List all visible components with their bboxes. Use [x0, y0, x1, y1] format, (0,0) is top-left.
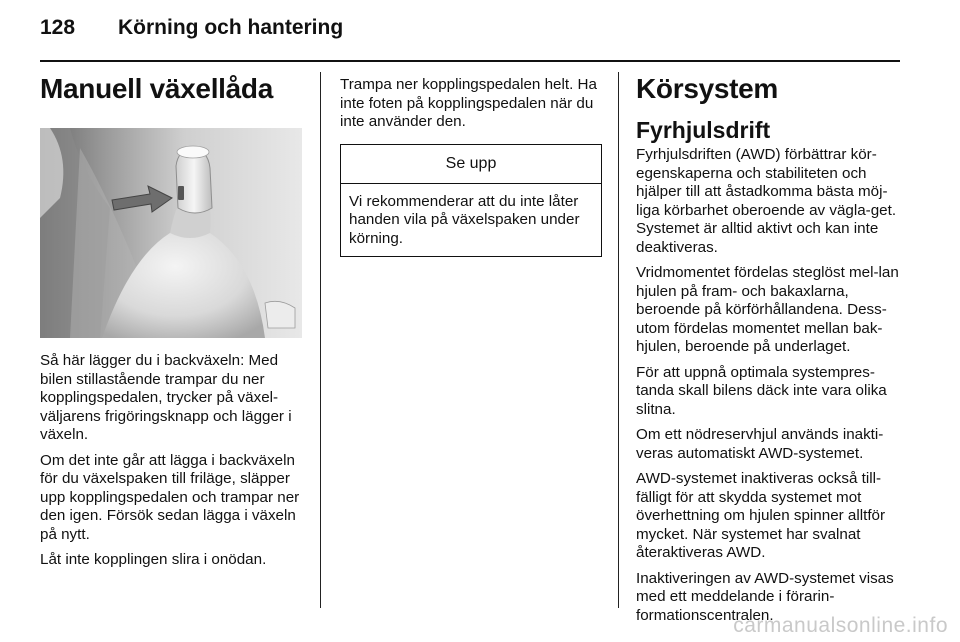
paragraph: Trampa ner kopplingspedalen helt. Ha inte foten på kopplingspedalen när du inte använder den.: [340, 76, 597, 130]
gear-shift-figure: [40, 128, 302, 338]
caution-body: Vi rekommenderar att du inte låter handen vila på växelspaken under körning.: [349, 192, 580, 247]
paragraph: Låt inte kopplingen slira i onödan.: [40, 551, 267, 568]
subheading-awd: Fyrhjulsdrift: [636, 117, 771, 143]
watermark: carmanualsonline.info: [733, 614, 948, 637]
paragraph: För att uppnå optimala systempres-tanda skall bilens däck inte vara olika slitna.: [636, 363, 887, 418]
gear-shift-reverse-illustration: [40, 128, 302, 338]
section-heading-drive-system: Körsystem: [636, 73, 779, 104]
page-header: [40, 16, 900, 50]
paragraph: Så här lägger du i backväxeln: Med bilen stillastående trampar du ner kopplingspedalen, trycker på växel-väljarens frigöringsknapp och lägger i växeln.: [40, 352, 292, 443]
paragraph: AWD-systemet inaktiveras också till-fälligt för att skydda systemet mot överhettning om hjulen spinner alltför mycket. När systemet har svalnat återaktiveras AWD.: [636, 470, 886, 561]
paragraph: Om det inte går att lägga i backväxeln för du växelspaken till friläge, släpper upp kopplingspedalen och trampar ner den igen. Försök sedan lägga i växeln på nytt.: [40, 451, 300, 543]
running-title: Körning och hantering: [118, 16, 344, 39]
column-divider: [320, 72, 321, 608]
section-heading-manual-gearbox: Manuell växellåda: [40, 73, 274, 104]
column-middle: [340, 72, 602, 257]
page-number: 128: [40, 16, 76, 39]
paragraph: Inaktiveringen av AWD-systemet visas med ett meddelande i förarin-formationscentralen.: [636, 569, 894, 624]
paragraph: Om ett nödreservhjul används inakti-veras automatiskt AWD-systemet.: [636, 426, 884, 462]
caution-box: [340, 144, 602, 258]
header-rule: [40, 60, 900, 62]
column-left: [40, 72, 306, 577]
caution-title: Se upp: [341, 145, 601, 184]
column-right: [636, 72, 902, 632]
paragraph: Fyrhjulsdriften (AWD) förbättrar kör-egenskaperna och stabiliteten och hjälper till att åstadkomma bästa möj-liga körbarhet oberoende av vägla-get. Systemet är alltid aktivt och kan inte deaktiveras.: [636, 146, 897, 256]
column-divider: [618, 72, 619, 608]
paragraph: Vridmomentet fördelas steglöst mel-lan hjulen på fram- och bakaxlarna, beroende på körförhållandena. Dess-utom fördelas momentet mellan bak-hjulen, beroende på underlaget.: [636, 264, 899, 355]
